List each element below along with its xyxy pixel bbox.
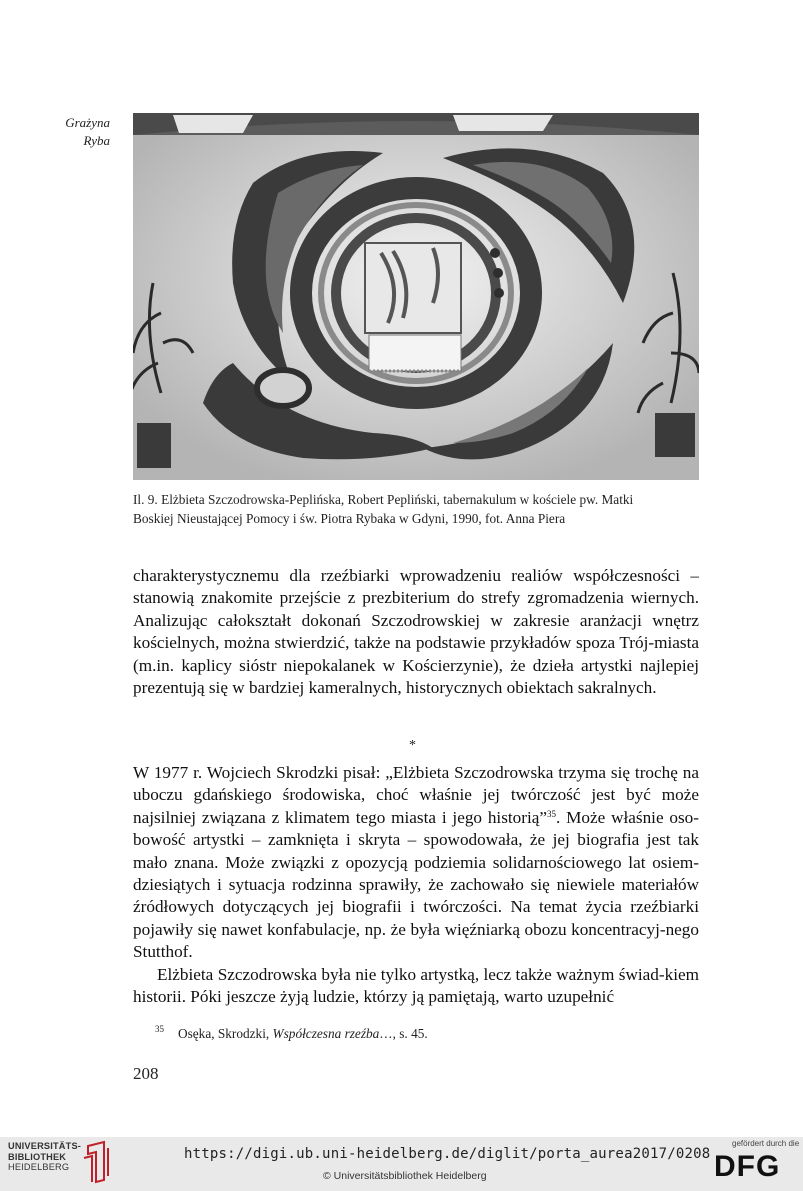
running-header-author [40, 114, 110, 150]
copyright-notice: © Universitätsbibliothek Heidelberg [323, 1170, 487, 1182]
footnote-reference[interactable]: 35 [547, 808, 557, 819]
library-line-3: HEIDELBERG [8, 1162, 70, 1172]
footnote-title: Współczesna rzeźba [272, 1026, 380, 1041]
page-number: 208 [133, 1064, 159, 1083]
tabernacle-illustration [133, 113, 699, 480]
library-logo-text[interactable] [8, 1141, 81, 1173]
figure-caption [133, 490, 703, 528]
caption-line-2: Boskiej Nieustającej Pomocy i św. Piotra Rybaka w Gdyni, 1990, fot. Anna Piera [133, 511, 566, 526]
footnote-rest: …, s. 45. [379, 1026, 428, 1041]
library-line-1: UNIVERSITÄTS- [8, 1141, 82, 1151]
body-paragraph-3: Elżbieta Szczodrowska była nie tylko artystką, lecz także ważnym świad-kiem historii. Póki jeszcze żyją ludzie, którzy ją pamiętają, warto uzupełnić [133, 964, 699, 1007]
figure-photo [133, 113, 699, 480]
paragraph-2-text-b: . Może właśnie oso-bowość artystki – zamknięta i skryta – spowodowała, że jej biografia jest tak mało znana. Może związki z opozycją podziemia solidarnościowego lat osiem-dziesiątych i sytuacja rodzinna sprawiły, że zachowało się niewiele materiałów źródłowych dotyczących jej biografii i twórczości. Na temat życia rzeźbiarki pojawiły się nawet konfabulacje, np. że była więźniarką obozu koncentracyj-nego Stutthof. [133, 807, 699, 962]
page-url-link[interactable]: https://digi.ub.uni-heidelberg.de/diglit/porta_aurea2017/0208 [184, 1146, 711, 1162]
body-paragraph-2 [133, 762, 699, 964]
paragraph-text: charakterystycznemu dla rzeźbiarki wprowadzeniu realiów współczesności – stanowią znakomite przejście z prezbiterium do strefy zgromadzenia wiernych. Analizując całokształt dokonań Szczodrowskiej w zakresie aranżacji wnętrz kościelnych, można stwierdzić, także na podstawie przykładów spoza Trój-miasta (m.in. kaplicy sióstr niepokalanek w Kościerzynie), że dzieła artystki najlepiej prezentują się w bardziej kameralnych, historycznych obiektach sakralnych. [133, 566, 699, 698]
author-first-name: Grażyna [65, 115, 110, 130]
library-line-2: BIBLIOTHEK [8, 1151, 67, 1162]
footnote-number: 35 [155, 1024, 164, 1034]
author-last-name: Ryba [83, 133, 110, 148]
library-emblem-icon [82, 1140, 112, 1184]
caption-line-1: Il. 9. Elżbieta Szczodrowska-Peplińska, Robert Pepliński, tabernakulum w kościele pw. Matki [133, 492, 634, 507]
dfg-logo[interactable]: DFG [714, 1150, 781, 1183]
section-separator: * [409, 738, 416, 753]
body-paragraphs-2-3 [133, 762, 699, 1008]
body-paragraph-1 [133, 565, 699, 699]
funding-label: gefördert durch die [732, 1139, 800, 1148]
footnote-text [178, 1026, 428, 1042]
paragraph-2-text-a: W 1977 r. Wojciech Skrodzki pisał: „Elżbieta Szczodrowska trzyma się trochę na uboczu gdańskiego środowiska, choć właśnie jej twórczość jest być może najsilniej związana z klimatem tego miasta i jego historią” [133, 763, 699, 827]
footnote-authors: Osęka, Skrodzki, [178, 1026, 273, 1041]
